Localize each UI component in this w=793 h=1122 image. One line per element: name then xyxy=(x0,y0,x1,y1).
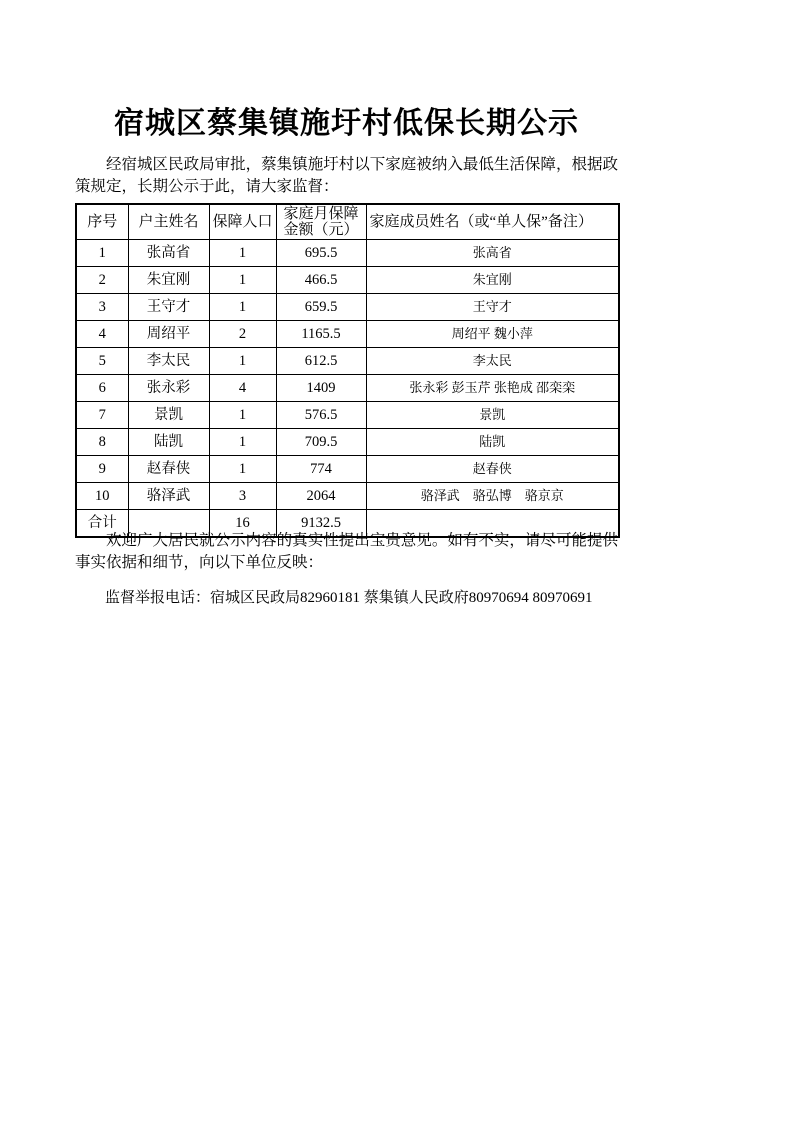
table-cell: 1 xyxy=(76,240,128,267)
table-cell: 张永彩 xyxy=(128,375,209,402)
table-cell: 张高省 xyxy=(128,240,209,267)
notice-title: 宿城区蔡集镇施圩村低保长期公示 xyxy=(114,107,579,140)
table-header-cell: 家庭成员姓名（或“单人保”备注） xyxy=(366,204,619,240)
table-cell: 2064 xyxy=(276,483,366,510)
table-row xyxy=(76,375,619,402)
table-cell: 骆泽武 xyxy=(128,483,209,510)
table-cell: 骆泽武 骆弘博 骆京京 xyxy=(366,483,619,510)
table-cell: 576.5 xyxy=(276,402,366,429)
table-row xyxy=(76,429,619,456)
table-cell: 2 xyxy=(209,321,276,348)
table-cell: 赵春侠 xyxy=(366,456,619,483)
table-cell: 709.5 xyxy=(276,429,366,456)
table-cell: 张高省 xyxy=(366,240,619,267)
table-cell: 10 xyxy=(76,483,128,510)
table-cell: 8 xyxy=(76,429,128,456)
table-cell: 周绍平 xyxy=(128,321,209,348)
table-cell: 1165.5 xyxy=(276,321,366,348)
table-cell: 1 xyxy=(209,429,276,456)
table-cell: 9132.5 xyxy=(276,510,366,538)
table-cell: 1 xyxy=(209,456,276,483)
table-cell: 5 xyxy=(76,348,128,375)
hotline-line: 监督举报电话：宿城区民政局82960181 蔡集镇人民政府80970694 80970691 xyxy=(105,590,593,606)
table-cell: 4 xyxy=(209,375,276,402)
table-cell: 合计 xyxy=(76,510,128,538)
table-cell: 张永彩 彭玉芹 张艳成 邵栾栾 xyxy=(366,375,619,402)
table-cell: 1 xyxy=(209,294,276,321)
table-header-cell: 序号 xyxy=(76,204,128,240)
table-row xyxy=(76,294,619,321)
table-cell: 9 xyxy=(76,456,128,483)
table-body xyxy=(76,240,619,538)
table-cell: 7 xyxy=(76,402,128,429)
table-header-cell: 户主姓名 xyxy=(128,204,209,240)
table-row xyxy=(76,348,619,375)
table-header-cell: 保障人口 xyxy=(209,204,276,240)
feedback-paragraph: 欢迎广大居民就公示内容的真实性提出宝贵意见。如有不实，请尽可能提供事实依据和细节，向以下单位反映： xyxy=(75,532,618,571)
table-cell: 695.5 xyxy=(276,240,366,267)
table-cell: 3 xyxy=(76,294,128,321)
table-cell: 周绍平 魏小萍 xyxy=(366,321,619,348)
table-header-cell: 家庭月保障金额（元） xyxy=(276,204,366,240)
table-cell: 6 xyxy=(76,375,128,402)
table-cell: 659.5 xyxy=(276,294,366,321)
table-cell: 李太民 xyxy=(366,348,619,375)
table-cell: 王守才 xyxy=(366,294,619,321)
table-header-row xyxy=(76,204,619,240)
table-row xyxy=(76,456,619,483)
table-cell: 1 xyxy=(209,240,276,267)
table-cell: 774 xyxy=(276,456,366,483)
table-cell: 朱宜刚 xyxy=(366,267,619,294)
table-row xyxy=(76,402,619,429)
table-cell: 赵春侠 xyxy=(128,456,209,483)
table-cell: 景凯 xyxy=(128,402,209,429)
table-cell: 陆凯 xyxy=(366,429,619,456)
table-cell: 朱宜刚 xyxy=(128,267,209,294)
table-cell: 王守才 xyxy=(128,294,209,321)
table-cell: 2 xyxy=(76,267,128,294)
table-cell: 16 xyxy=(209,510,276,538)
table-cell: 1409 xyxy=(276,375,366,402)
table-row xyxy=(76,267,619,294)
table-cell: 1 xyxy=(209,402,276,429)
table-cell: 陆凯 xyxy=(128,429,209,456)
table-cell: 4 xyxy=(76,321,128,348)
table-cell: 李太民 xyxy=(128,348,209,375)
table-cell: 1 xyxy=(209,348,276,375)
intro-paragraph: 经宿城区民政局审批，蔡集镇施圩村以下家庭被纳入最低生活保障，根据政策规定，长期公示于此，请大家监督： xyxy=(75,156,618,195)
benefits-table xyxy=(75,203,620,538)
table-row xyxy=(76,321,619,348)
table-cell: 景凯 xyxy=(366,402,619,429)
table-row xyxy=(76,240,619,267)
table-cell: 612.5 xyxy=(276,348,366,375)
table-cell: 3 xyxy=(209,483,276,510)
table-cell: 466.5 xyxy=(276,267,366,294)
table-row xyxy=(76,483,619,510)
table-cell: 1 xyxy=(209,267,276,294)
